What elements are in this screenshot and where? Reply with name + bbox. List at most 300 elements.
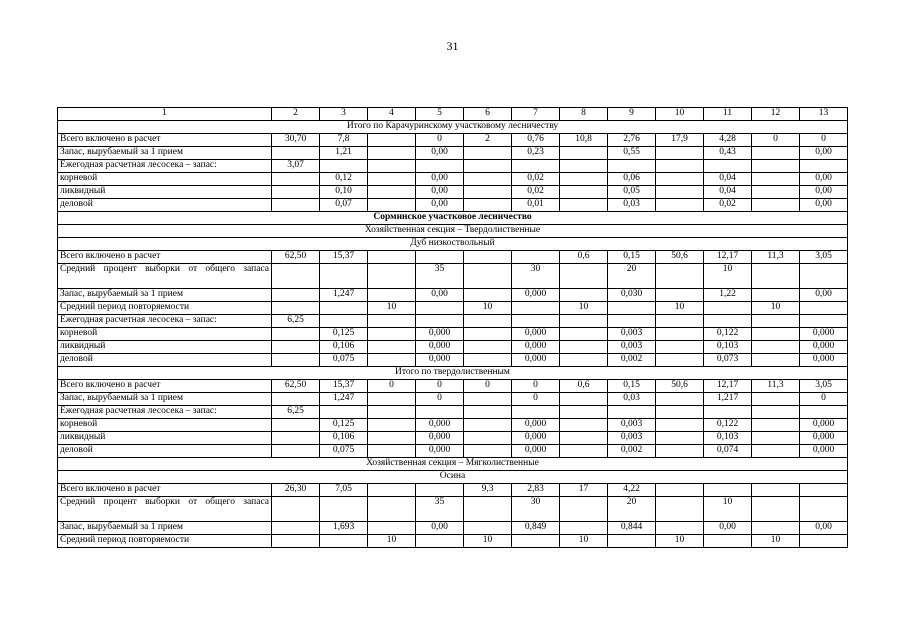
table-cell <box>608 315 656 328</box>
table-cell <box>272 302 320 315</box>
table-cell: 0,02 <box>512 186 560 199</box>
table-cell: 0,003 <box>608 432 656 445</box>
table-cell: 0,074 <box>704 445 752 458</box>
table-cell <box>272 522 320 535</box>
section-row <box>58 458 848 471</box>
table-cell: 1,693 <box>320 522 368 535</box>
table-cell <box>272 341 320 354</box>
table-cell: 0,00 <box>416 173 464 186</box>
table-cell <box>464 289 512 302</box>
table-cell <box>368 186 416 199</box>
table-cell <box>464 354 512 367</box>
table-cell: 0,000 <box>800 341 848 354</box>
table-cell: 0,103 <box>704 341 752 354</box>
table-row <box>58 147 848 160</box>
table-row <box>58 341 848 354</box>
table-cell: 20 <box>608 264 656 289</box>
table-cell: 0,849 <box>512 522 560 535</box>
column-header: 11 <box>704 108 752 121</box>
table-cell: 0,00 <box>800 186 848 199</box>
table-cell: 0,6 <box>560 380 608 393</box>
section-row <box>58 367 848 380</box>
section-row <box>58 121 848 134</box>
row-label: Всего включено в расчет <box>58 484 272 497</box>
table-cell <box>368 354 416 367</box>
table-cell <box>368 315 416 328</box>
table-cell <box>512 251 560 264</box>
table-cell: 0,106 <box>320 341 368 354</box>
table-cell: 0,003 <box>608 341 656 354</box>
table-cell <box>752 497 800 522</box>
table-cell <box>464 264 512 289</box>
table-row <box>58 251 848 264</box>
table-cell: 2,76 <box>608 134 656 147</box>
table-cell <box>800 264 848 289</box>
row-label: Запас, вырубаемый за 1 прием <box>58 147 272 160</box>
table-cell <box>416 406 464 419</box>
table-cell <box>608 406 656 419</box>
table-cell <box>656 341 704 354</box>
table-cell <box>320 406 368 419</box>
table-cell <box>416 160 464 173</box>
row-label: ликвидный <box>58 186 272 199</box>
row-label: деловой <box>58 354 272 367</box>
table-cell: 10 <box>704 497 752 522</box>
column-header: 5 <box>416 108 464 121</box>
table-cell: 3,05 <box>800 380 848 393</box>
table-cell: 0,000 <box>800 445 848 458</box>
table-cell: 0,844 <box>608 522 656 535</box>
table-cell <box>752 289 800 302</box>
table-cell <box>560 186 608 199</box>
table-cell: 0,106 <box>320 432 368 445</box>
table-cell <box>608 535 656 548</box>
table-cell: 0,000 <box>512 432 560 445</box>
row-label: ликвидный <box>58 341 272 354</box>
table-cell <box>368 134 416 147</box>
table-cell: 10 <box>464 535 512 548</box>
section-row <box>58 471 848 484</box>
table-cell: 0,12 <box>320 173 368 186</box>
row-label: корневой <box>58 328 272 341</box>
table-cell: 0,00 <box>416 289 464 302</box>
table-cell <box>560 522 608 535</box>
column-header: 3 <box>320 108 368 121</box>
row-label: Ежегодная расчетная лесосека – запас: <box>58 406 272 419</box>
table-cell: 0,000 <box>512 341 560 354</box>
table-row <box>58 328 848 341</box>
table-cell <box>752 522 800 535</box>
forest-cutting-table <box>57 107 848 548</box>
table-cell: 0,003 <box>608 328 656 341</box>
table-cell <box>752 199 800 212</box>
table-cell: 0,04 <box>704 186 752 199</box>
table-cell: 0,00 <box>416 199 464 212</box>
row-label: Ежегодная расчетная лесосека – запас: <box>58 160 272 173</box>
table-cell <box>560 147 608 160</box>
table-row <box>58 445 848 458</box>
table-cell <box>464 393 512 406</box>
table-cell <box>512 302 560 315</box>
table-row <box>58 535 848 548</box>
table-cell: 0,000 <box>416 432 464 445</box>
table-cell <box>800 315 848 328</box>
table-cell: 30 <box>512 497 560 522</box>
row-label: Всего включено в расчет <box>58 380 272 393</box>
table-cell <box>560 354 608 367</box>
table-cell: 0,075 <box>320 354 368 367</box>
table-cell: 0 <box>512 393 560 406</box>
table-cell <box>656 147 704 160</box>
table-cell: 0,030 <box>608 289 656 302</box>
table-cell <box>656 173 704 186</box>
table-cell <box>368 393 416 406</box>
table-cell: 7,05 <box>320 484 368 497</box>
table-cell: 7,8 <box>320 134 368 147</box>
table-cell <box>464 432 512 445</box>
table-cell <box>464 522 512 535</box>
table-cell <box>272 497 320 522</box>
table-cell <box>464 341 512 354</box>
table-cell: 1,22 <box>704 289 752 302</box>
table-cell <box>464 160 512 173</box>
table-cell <box>752 328 800 341</box>
table-cell: 0,103 <box>704 432 752 445</box>
table-cell: 0 <box>800 134 848 147</box>
table-cell <box>416 535 464 548</box>
table-cell <box>368 289 416 302</box>
table-cell: 2 <box>464 134 512 147</box>
table-cell: 0 <box>752 134 800 147</box>
table-cell <box>464 173 512 186</box>
row-label: деловой <box>58 445 272 458</box>
column-header: 8 <box>560 108 608 121</box>
table-cell: 0,05 <box>608 186 656 199</box>
table-cell: 26,30 <box>272 484 320 497</box>
table-cell <box>320 264 368 289</box>
table-cell: 0,000 <box>800 328 848 341</box>
table-row <box>58 199 848 212</box>
table-cell <box>752 341 800 354</box>
table-cell <box>656 264 704 289</box>
table-cell <box>464 186 512 199</box>
table-cell: 12,17 <box>704 380 752 393</box>
table-cell: 0,00 <box>800 173 848 186</box>
table-cell <box>752 354 800 367</box>
column-header: 1 <box>58 108 272 121</box>
table-cell: 0,55 <box>608 147 656 160</box>
table-cell <box>272 535 320 548</box>
table-cell: 11,3 <box>752 380 800 393</box>
table-cell <box>272 199 320 212</box>
table-cell <box>752 432 800 445</box>
table-cell <box>368 406 416 419</box>
table-cell: 1,247 <box>320 289 368 302</box>
table-cell <box>368 199 416 212</box>
table-cell: 0,000 <box>416 341 464 354</box>
table-cell: 0,000 <box>800 354 848 367</box>
table-cell: 0,01 <box>512 199 560 212</box>
table-cell: 0 <box>464 380 512 393</box>
table-row <box>58 406 848 419</box>
table-cell <box>560 315 608 328</box>
table-cell <box>656 484 704 497</box>
table-cell: 0,02 <box>704 199 752 212</box>
table-cell <box>320 497 368 522</box>
table-cell: 0,6 <box>560 251 608 264</box>
table-cell <box>752 315 800 328</box>
table-cell <box>320 535 368 548</box>
table-cell: 0,000 <box>512 289 560 302</box>
table-cell: 0,000 <box>416 445 464 458</box>
table-cell <box>416 315 464 328</box>
table-cell <box>272 264 320 289</box>
table-cell <box>704 406 752 419</box>
table-cell <box>368 497 416 522</box>
table-cell <box>272 354 320 367</box>
table-cell <box>512 535 560 548</box>
table-cell: 0,122 <box>704 419 752 432</box>
table-cell: 0 <box>512 380 560 393</box>
table-cell <box>752 419 800 432</box>
table-cell: 10 <box>560 302 608 315</box>
table-cell: 0 <box>416 393 464 406</box>
table-cell <box>608 302 656 315</box>
section-row <box>58 238 848 251</box>
section-row <box>58 225 848 238</box>
page-number: 31 <box>446 39 459 53</box>
row-label: Средний период повторяемости <box>58 535 272 548</box>
table-cell <box>272 147 320 160</box>
table-cell: 1,21 <box>320 147 368 160</box>
table-cell: 3,07 <box>272 160 320 173</box>
table-cell <box>512 406 560 419</box>
section-title: Хозяйственная секция – Твердолиственные <box>58 225 848 238</box>
table-cell: 35 <box>416 497 464 522</box>
row-label: Запас, вырубаемый за 1 прием <box>58 289 272 302</box>
table-cell: 0,00 <box>416 147 464 160</box>
table-cell <box>656 328 704 341</box>
table-cell: 0,00 <box>800 522 848 535</box>
table-cell <box>752 173 800 186</box>
table-cell <box>656 497 704 522</box>
table-cell <box>368 522 416 535</box>
table-row <box>58 173 848 186</box>
table-cell: 10 <box>752 535 800 548</box>
table-row <box>58 484 848 497</box>
table-cell: 0,76 <box>512 134 560 147</box>
table-cell: 0,03 <box>608 199 656 212</box>
table-cell: 0,000 <box>512 354 560 367</box>
table-cell <box>752 484 800 497</box>
table-cell: 0,07 <box>320 199 368 212</box>
table-cell <box>704 535 752 548</box>
row-label: корневой <box>58 173 272 186</box>
table-cell <box>272 328 320 341</box>
column-header: 7 <box>512 108 560 121</box>
table-cell: 20 <box>608 497 656 522</box>
table-cell: 12,17 <box>704 251 752 264</box>
table-cell <box>272 445 320 458</box>
table-cell: 10,8 <box>560 134 608 147</box>
table-cell: 1,247 <box>320 393 368 406</box>
row-label: ликвидный <box>58 432 272 445</box>
section-title: Сорминское участковое лесничество <box>58 212 848 225</box>
table-cell: 15,37 <box>320 380 368 393</box>
table-cell: 17,9 <box>656 134 704 147</box>
table-cell <box>752 393 800 406</box>
table-row <box>58 302 848 315</box>
section-title: Осина <box>58 471 848 484</box>
table-cell: 3,05 <box>800 251 848 264</box>
table-cell <box>560 289 608 302</box>
table-cell: 9,3 <box>464 484 512 497</box>
table-cell <box>512 160 560 173</box>
table-cell <box>464 497 512 522</box>
table-cell: 10 <box>656 302 704 315</box>
table-cell <box>656 199 704 212</box>
table-cell <box>272 393 320 406</box>
column-header: 12 <box>752 108 800 121</box>
table-cell: 30 <box>512 264 560 289</box>
table-cell: 0,125 <box>320 328 368 341</box>
table-cell <box>368 328 416 341</box>
table-cell <box>320 302 368 315</box>
table-row <box>58 160 848 173</box>
table-cell: 0,02 <box>512 173 560 186</box>
table-row <box>58 522 848 535</box>
section-row <box>58 212 848 225</box>
table-cell <box>800 406 848 419</box>
table-cell <box>368 147 416 160</box>
table-cell <box>272 173 320 186</box>
table-cell: 0,43 <box>704 147 752 160</box>
table-cell <box>752 186 800 199</box>
table-cell <box>656 522 704 535</box>
table-cell: 0,000 <box>800 419 848 432</box>
section-title: Итого по Карачуринскому участковому лесничеству <box>58 121 848 134</box>
section-title: Дуб низкоствольный <box>58 238 848 251</box>
row-label: Средний процент выборки от общего запаса <box>58 497 272 522</box>
table-cell: 62,50 <box>272 251 320 264</box>
table-cell <box>752 160 800 173</box>
table-row <box>58 497 848 522</box>
table-row <box>58 432 848 445</box>
table-cell: 1,217 <box>704 393 752 406</box>
table-cell <box>656 393 704 406</box>
table-cell: 0,10 <box>320 186 368 199</box>
table-cell <box>464 406 512 419</box>
table-cell <box>464 147 512 160</box>
table-cell: 0,073 <box>704 354 752 367</box>
table-cell <box>656 406 704 419</box>
table-cell: 0 <box>368 380 416 393</box>
table-cell: 0,00 <box>416 522 464 535</box>
table-cell: 0,15 <box>608 380 656 393</box>
row-label: Запас, вырубаемый за 1 прием <box>58 522 272 535</box>
table-cell <box>704 315 752 328</box>
table-cell <box>704 160 752 173</box>
table-cell: 15,37 <box>320 251 368 264</box>
table-cell: 10 <box>656 535 704 548</box>
table-cell <box>560 160 608 173</box>
column-header: 4 <box>368 108 416 121</box>
table-cell: 0,002 <box>608 445 656 458</box>
table-cell <box>560 419 608 432</box>
table-cell <box>656 445 704 458</box>
table-cell <box>272 289 320 302</box>
column-header: 2 <box>272 108 320 121</box>
table-row <box>58 134 848 147</box>
table-cell <box>752 264 800 289</box>
table-cell <box>560 173 608 186</box>
row-label: корневой <box>58 419 272 432</box>
table-row <box>58 354 848 367</box>
table-cell: 0 <box>416 380 464 393</box>
table-cell <box>800 497 848 522</box>
table-cell <box>656 419 704 432</box>
table-cell: 30,70 <box>272 134 320 147</box>
table-cell <box>800 302 848 315</box>
row-label: деловой <box>58 199 272 212</box>
table-row <box>58 289 848 302</box>
row-label: Всего включено в расчет <box>58 134 272 147</box>
table-cell: 0,075 <box>320 445 368 458</box>
table-cell: 2,83 <box>512 484 560 497</box>
section-title: Хозяйственная секция – Мягколиственные <box>58 458 848 471</box>
table-header-row <box>58 108 848 121</box>
table-cell <box>656 186 704 199</box>
table-cell <box>656 432 704 445</box>
table-row <box>58 419 848 432</box>
table-cell <box>704 484 752 497</box>
table-cell: 17 <box>560 484 608 497</box>
table-cell: 0,06 <box>608 173 656 186</box>
column-header: 10 <box>656 108 704 121</box>
row-label: Запас, вырубаемый за 1 прием <box>58 393 272 406</box>
table-cell: 0,000 <box>416 328 464 341</box>
table-cell <box>464 445 512 458</box>
table-cell: 6,25 <box>272 406 320 419</box>
table-cell <box>368 432 416 445</box>
table-row <box>58 380 848 393</box>
table-cell: 0,23 <box>512 147 560 160</box>
table-cell <box>752 406 800 419</box>
table-cell <box>560 264 608 289</box>
row-label: Всего включено в расчет <box>58 251 272 264</box>
table-cell <box>464 315 512 328</box>
table-cell: 0,000 <box>416 354 464 367</box>
row-label: Средний период повторяемости <box>58 302 272 315</box>
table-cell: 0,000 <box>512 445 560 458</box>
table-cell: 0,003 <box>608 419 656 432</box>
table-cell <box>272 419 320 432</box>
table-cell: 0,002 <box>608 354 656 367</box>
table-row <box>58 264 848 289</box>
column-header: 13 <box>800 108 848 121</box>
table-cell <box>560 406 608 419</box>
table-cell: 0,15 <box>608 251 656 264</box>
table-cell: 0,00 <box>416 186 464 199</box>
table-cell: 0,00 <box>800 199 848 212</box>
table-cell <box>416 302 464 315</box>
table-cell: 0,000 <box>416 419 464 432</box>
table-cell <box>416 251 464 264</box>
table-row <box>58 315 848 328</box>
table-cell <box>560 199 608 212</box>
column-header: 9 <box>608 108 656 121</box>
table-cell <box>368 173 416 186</box>
